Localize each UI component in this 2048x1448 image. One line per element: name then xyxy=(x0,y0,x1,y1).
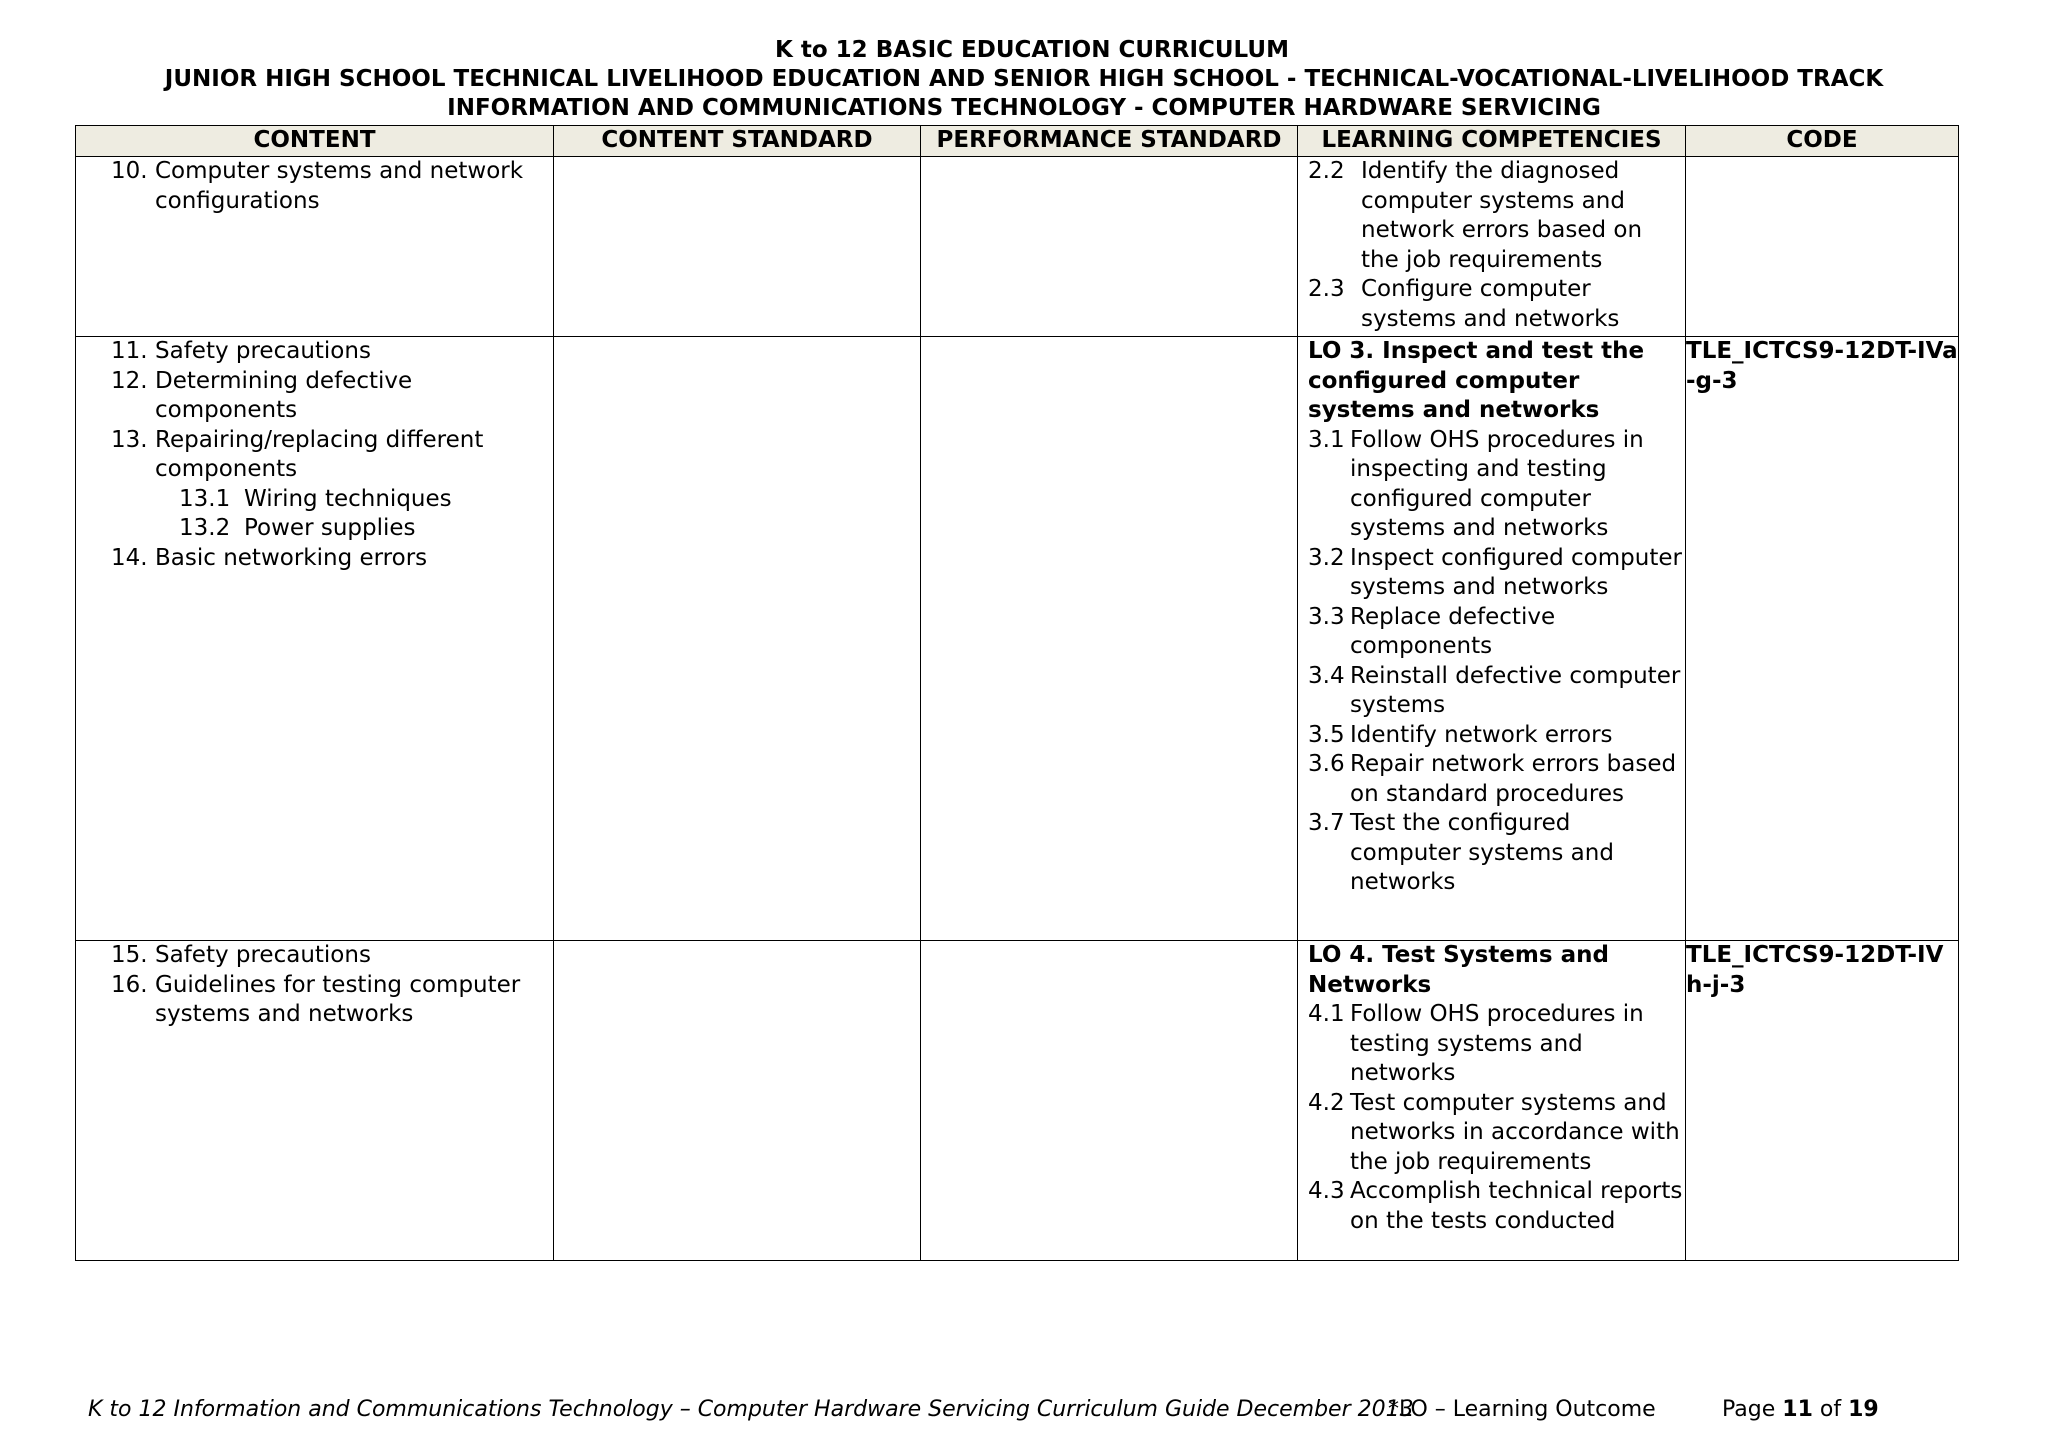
track-title: JUNIOR HIGH SCHOOL TECHNICAL LIVELIHOOD EDUCATION AND SENIOR HIGH SCHOOL - TECHNICAL-VOCATIONAL-LIVELIHOOD TRACK xyxy=(164,66,1884,92)
content-item: 13. Repairing/replacing different components xyxy=(111,426,484,482)
performance-standard-cell xyxy=(921,157,1298,337)
learning-outcome-title: LO 4. Test Systems and Networks xyxy=(1308,942,1609,998)
competency-item: 4.2 Test computer systems and networks in accordance with the job requirements xyxy=(1308,1089,1680,1175)
performance-standard-cell xyxy=(921,337,1298,941)
code-cell: TLE_ICTCS9-12DT-IVh-j-3 xyxy=(1686,941,1959,1261)
content-standard-cell xyxy=(554,941,921,1261)
content-cell xyxy=(76,157,554,337)
competency-item: 3.4 Reinstall defective computer systems xyxy=(1308,662,1681,718)
curriculum-table xyxy=(75,125,1959,1261)
learning-outcome-footnote: *LO – Learning Outcome xyxy=(1388,1397,1656,1422)
competency-item: 3.3 Replace defective components xyxy=(1308,603,1556,659)
competency-item: 3.6 Repair network errors based on standard procedures xyxy=(1308,751,1677,807)
table-row xyxy=(76,941,1959,1261)
content-item: 14. Basic networking errors xyxy=(111,544,428,571)
content-subitem: 13.2 Power supplies xyxy=(179,515,416,541)
column-header-content-standard: CONTENT STANDARD xyxy=(554,126,921,157)
page-prefix: Page xyxy=(1722,1397,1776,1422)
competency-item: 4.3 Accomplish technical reports on the tests conducted xyxy=(1308,1178,1683,1234)
learning-competencies-cell xyxy=(1298,337,1686,941)
page-current: 11 xyxy=(1782,1397,1813,1422)
content-standard-cell xyxy=(554,337,921,941)
learning-outcome-title: LO 3. Inspect and test the configured computer systems and networks xyxy=(1308,338,1645,423)
competency-item: 4.1 Follow OHS procedures in testing systems and networks xyxy=(1308,1001,1644,1086)
table-row xyxy=(76,337,1959,941)
content-item: 10. Computer systems and network configurations xyxy=(111,158,524,214)
content-cell xyxy=(76,941,554,1261)
content-item: 15. Safety precautions xyxy=(111,942,371,968)
document-header xyxy=(0,36,2048,123)
learning-competencies-cell xyxy=(1298,157,1686,337)
curriculum-guide-footer: K to 12 Information and Communications Technology – Computer Hardware Servicing Curriculum Guide December 2013 xyxy=(88,1397,1414,1422)
content-item: 16. Guidelines for testing computer systems and networks xyxy=(111,971,521,1027)
competency-item: 2.3 Configure computer systems and networks xyxy=(1308,276,1620,332)
column-header-content: CONTENT xyxy=(76,126,554,157)
column-header-learning-competencies: LEARNING COMPETENCIES xyxy=(1298,126,1686,157)
page-number xyxy=(1722,1396,1879,1424)
content-standard-cell xyxy=(554,157,921,337)
content-cell xyxy=(76,337,554,941)
competency-item: 2.2 Identify the diagnosed computer systems and network errors based on the job requirements xyxy=(1308,158,1643,273)
learning-competencies-cell xyxy=(1298,941,1686,1261)
curriculum-title: K to 12 BASIC EDUCATION CURRICULUM xyxy=(775,37,1289,63)
column-header-code: CODE xyxy=(1686,126,1959,157)
subject-title: INFORMATION AND COMMUNICATIONS TECHNOLOGY - COMPUTER HARDWARE SERVICING xyxy=(447,95,1601,121)
performance-standard-cell xyxy=(921,941,1298,1261)
content-subitem: 13.1 Wiring techniques xyxy=(179,485,452,512)
content-item: 12. Determining defective components xyxy=(111,367,413,423)
column-header-performance-standard: PERFORMANCE STANDARD xyxy=(921,126,1298,157)
page-total: 19 xyxy=(1848,1397,1879,1422)
table-row xyxy=(76,157,1959,337)
table-header-row xyxy=(76,126,1959,157)
code-cell: TLE_ICTCS9-12DT-IVa-g-3 xyxy=(1686,337,1959,941)
competency-item: 3.5 Identify network errors xyxy=(1308,721,1613,748)
code-cell xyxy=(1686,157,1959,337)
page-of: of xyxy=(1819,1397,1842,1422)
competency-item: 3.7 Test the configured computer systems and networks xyxy=(1308,810,1614,895)
competency-item: 3.2 Inspect configured computer systems and networks xyxy=(1308,544,1682,600)
competency-item: 3.1 Follow OHS procedures in inspecting and testing configured computer systems and networks xyxy=(1308,426,1644,541)
content-item: 11. Safety precautions xyxy=(111,338,371,364)
